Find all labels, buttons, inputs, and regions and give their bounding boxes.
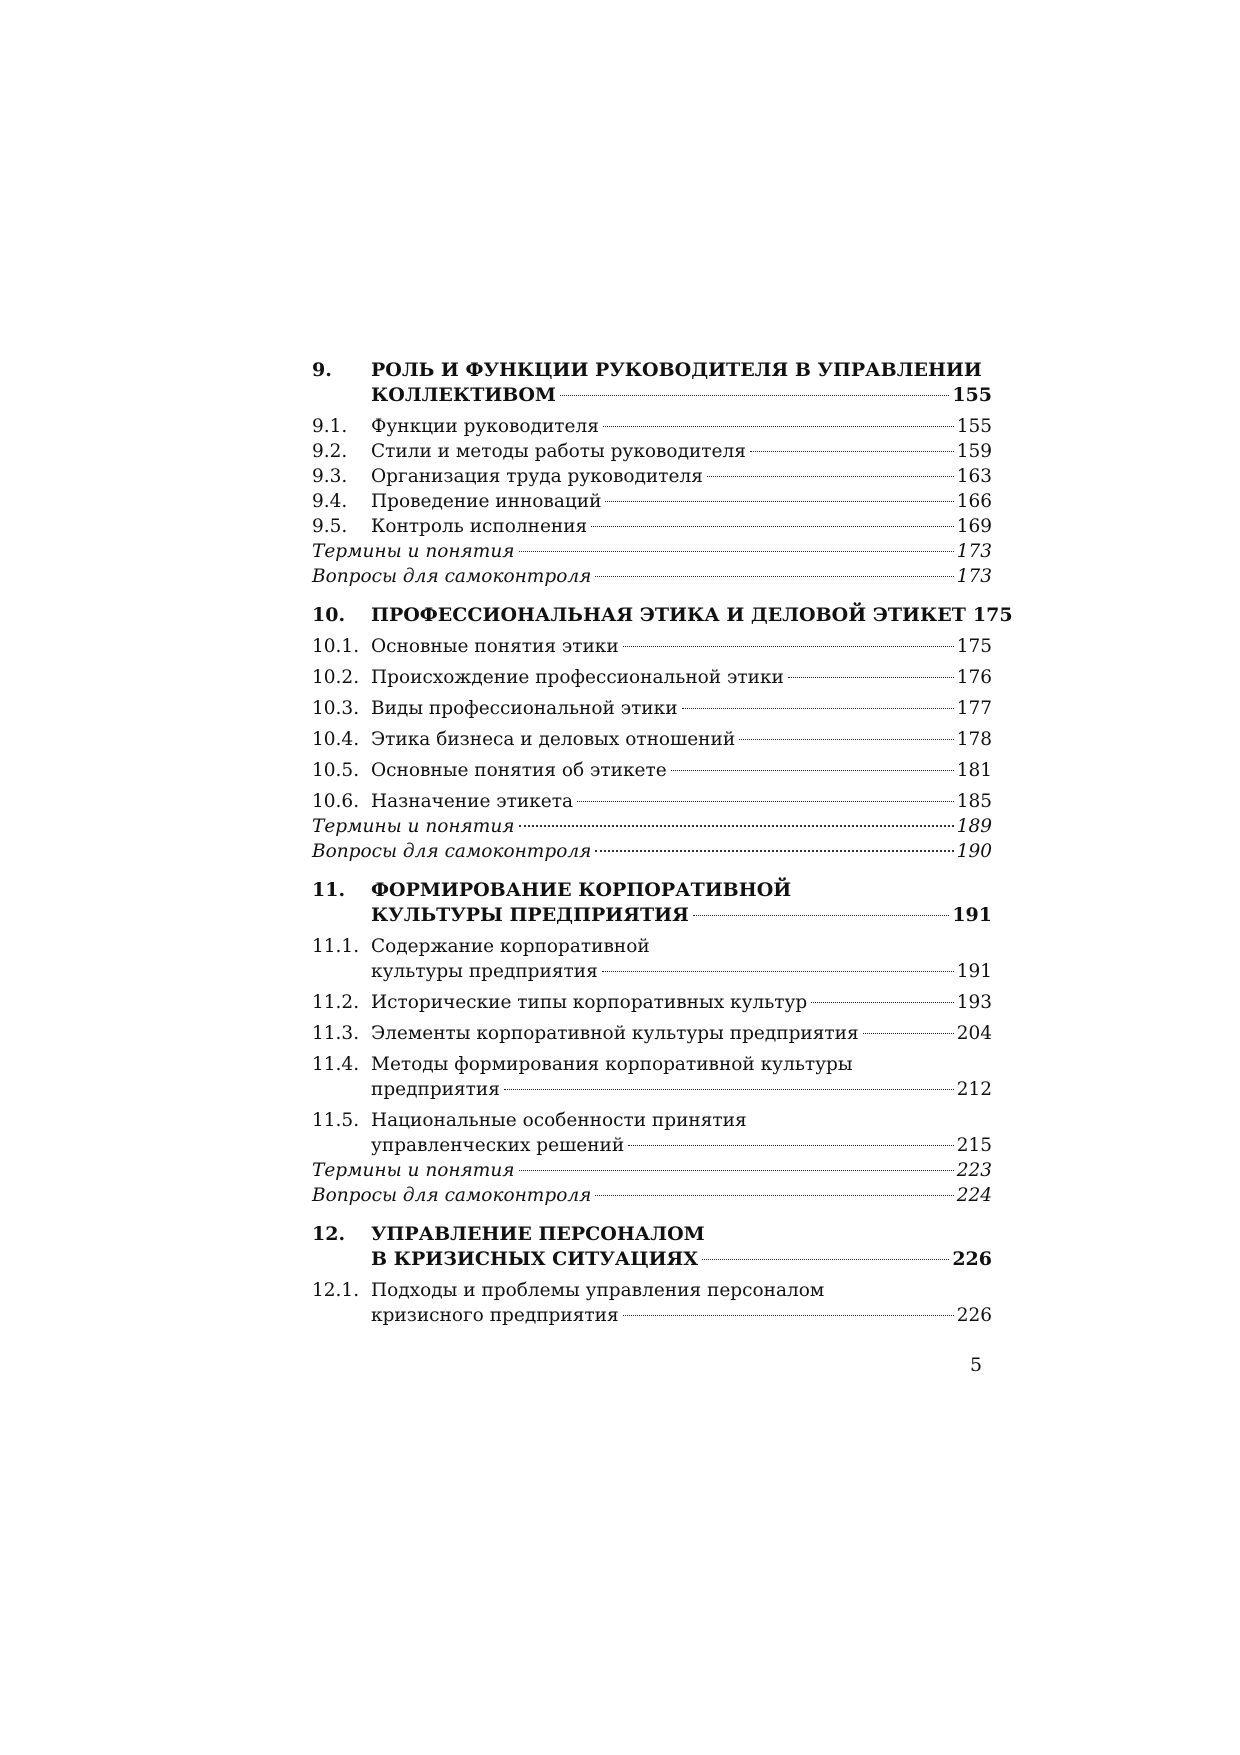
page-ref: 224	[956, 1185, 992, 1206]
dot-leader	[591, 526, 953, 527]
page-ref: 175	[956, 636, 992, 657]
section-title: Организация труда руководителя	[371, 466, 703, 487]
chapter-number: 10.	[312, 604, 346, 626]
dot-leader	[693, 915, 949, 916]
section-number: 10.1.	[312, 636, 360, 657]
terms-title: Термины и понятия	[312, 541, 515, 562]
section-number: 10.3.	[312, 698, 360, 719]
chapter-11-heading-line2	[312, 903, 992, 928]
chapter-12-heading-line2	[312, 1247, 992, 1272]
page-ref: 189	[956, 816, 992, 837]
toc-entry-continued	[312, 1133, 992, 1158]
chapter-title: ФОРМИРОВАНИЕ КОРПОРАТИВНОЙ	[371, 879, 792, 901]
page-ref: 191	[952, 904, 992, 926]
dot-leader	[682, 708, 954, 709]
dot-leader	[863, 1033, 954, 1034]
questions-title: Вопросы для самоконтроля	[312, 841, 592, 862]
section-title: Основные понятия об этикете	[371, 760, 667, 781]
page-ref: 191	[956, 961, 992, 982]
section-title: Назначение этикета	[371, 791, 573, 812]
toc-entry	[312, 758, 992, 783]
toc-entry-continued	[312, 1077, 992, 1102]
dot-leader	[519, 1170, 954, 1171]
toc-entry	[312, 414, 992, 439]
toc-entry	[312, 696, 992, 721]
terms-title: Термины и понятия	[312, 816, 515, 837]
questions-title: Вопросы для самоконтроля	[312, 1185, 592, 1206]
section-number: 11.1.	[312, 936, 360, 957]
dot-leader	[788, 677, 954, 678]
section-title: Стили и методы работы руководителя	[371, 441, 746, 462]
toc-entry	[312, 514, 992, 539]
page-ref: 181	[956, 760, 992, 781]
section-number: 11.5.	[312, 1110, 360, 1131]
section-title: Происхождение профессиональной этики	[371, 667, 784, 688]
table-of-contents	[312, 358, 1013, 1328]
toc-entry	[312, 789, 992, 814]
dot-leader	[605, 501, 953, 502]
section-title: кризисного предприятия	[371, 1305, 619, 1326]
dot-leader	[739, 739, 954, 740]
section-title: Виды профессиональной этики	[371, 698, 678, 719]
section-title: Подходы и проблемы управления персоналом	[371, 1280, 825, 1301]
page-ref: 169	[956, 516, 992, 537]
section-number: 10.2.	[312, 667, 360, 688]
page-ref: 176	[956, 667, 992, 688]
dot-leader	[519, 825, 954, 827]
chapter-title: РОЛЬ И ФУНКЦИИ РУКОВОДИТЕЛЯ В УПРАВЛЕНИИ	[371, 359, 982, 381]
toc-entry	[312, 1052, 992, 1077]
toc-entry	[312, 1021, 992, 1046]
section-number: 11.2.	[312, 992, 360, 1013]
section-title: Этика бизнеса и деловых отношений	[371, 729, 736, 750]
dot-leader	[628, 1145, 953, 1146]
page-ref: 173	[956, 566, 992, 587]
section-number: 9.3.	[312, 466, 348, 487]
section-title: Контроль исполнения	[371, 516, 588, 537]
section-title: предприятия	[371, 1079, 500, 1100]
chapter-12-heading-line1	[312, 1222, 992, 1247]
chapter-11-heading-line1	[312, 878, 992, 903]
dot-leader	[707, 476, 954, 477]
page-ref: 178	[956, 729, 992, 750]
page-ref: 166	[956, 491, 992, 512]
dot-leader	[595, 576, 953, 577]
chapter-title: В КРИЗИСНЫХ СИТУАЦИЯХ	[371, 1248, 699, 1270]
chapter-number: 11.	[312, 879, 346, 901]
chapter-9-heading-line1	[312, 358, 992, 383]
dot-leader	[560, 395, 949, 396]
toc-entry	[312, 1108, 992, 1133]
page-ref: 223	[956, 1160, 992, 1181]
toc-entry-questions	[312, 839, 992, 864]
section-number: 9.1.	[312, 416, 348, 437]
dot-leader	[519, 551, 954, 552]
dot-leader	[623, 646, 954, 647]
chapter-number: 9.	[312, 359, 332, 381]
page-ref: 185	[956, 791, 992, 812]
section-number: 11.3.	[312, 1023, 360, 1044]
chapter-title: КОЛЛЕКТИВОМ	[371, 384, 556, 406]
page-ref: 177	[956, 698, 992, 719]
toc-entry	[312, 634, 992, 659]
toc-entry-questions	[312, 1183, 992, 1208]
section-title: Методы формирования корпоративной культуры	[371, 1054, 853, 1075]
page-ref: 155	[956, 416, 992, 437]
page-ref: 159	[956, 441, 992, 462]
page-ref: 215	[956, 1135, 992, 1156]
toc-entry	[312, 665, 992, 690]
dot-leader	[811, 1002, 953, 1003]
toc-entry-terms	[312, 1158, 992, 1183]
dot-leader	[602, 971, 954, 972]
page-ref: 212	[956, 1079, 992, 1100]
section-title: управленческих решений	[371, 1135, 625, 1156]
section-number: 9.4.	[312, 491, 348, 512]
section-number: 10.6.	[312, 791, 360, 812]
page-ref: 193	[956, 992, 992, 1013]
chapter-title: ПРОФЕССИОНАЛЬНАЯ ЭТИКА И ДЕЛОВОЙ ЭТИКЕТ	[371, 604, 966, 626]
dot-leader	[577, 801, 954, 802]
toc-entry	[312, 439, 992, 464]
toc-entry-terms	[312, 539, 992, 564]
chapter-title: КУЛЬТУРЫ ПРЕДПРИЯТИЯ	[371, 904, 689, 926]
page-number: 5	[970, 1354, 983, 1376]
section-title: Основные понятия этики	[371, 636, 619, 657]
toc-entry-continued	[312, 1303, 992, 1328]
section-title: культуры предприятия	[371, 961, 598, 982]
toc-entry-terms	[312, 814, 992, 839]
section-number: 12.1.	[312, 1280, 360, 1301]
section-number: 10.4.	[312, 729, 360, 750]
questions-title: Вопросы для самоконтроля	[312, 566, 592, 587]
chapter-title: УПРАВЛЕНИЕ ПЕРСОНАЛОМ	[371, 1223, 705, 1245]
section-number: 10.5.	[312, 760, 360, 781]
toc-entry	[312, 1278, 992, 1303]
toc-entry-continued	[312, 959, 992, 984]
dot-leader	[504, 1089, 954, 1090]
dot-leader	[603, 426, 954, 427]
toc-entry-questions	[312, 564, 992, 589]
page-ref: 155	[952, 384, 992, 406]
section-number: 11.4.	[312, 1054, 360, 1075]
dot-leader	[595, 850, 953, 852]
terms-title: Термины и понятия	[312, 1160, 515, 1181]
page-ref: 226	[952, 1248, 992, 1270]
dot-leader	[671, 770, 954, 771]
section-title: Элементы корпоративной культуры предприятия	[371, 1023, 859, 1044]
section-number: 9.2.	[312, 441, 348, 462]
page-ref: 175	[972, 604, 1013, 626]
dot-leader	[702, 1259, 949, 1260]
toc-entry	[312, 727, 992, 752]
toc-entry	[312, 934, 992, 959]
dot-leader	[595, 1195, 953, 1196]
chapter-number: 12.	[312, 1223, 346, 1245]
toc-entry	[312, 489, 992, 514]
page-ref: 190	[956, 841, 992, 862]
page-ref: 173	[956, 541, 992, 562]
page-ref: 204	[956, 1023, 992, 1044]
chapter-10-heading	[312, 603, 1013, 628]
section-title: Исторические типы корпоративных культур	[371, 992, 808, 1013]
dot-leader	[623, 1315, 954, 1316]
section-number: 9.5.	[312, 516, 348, 537]
section-title: Функции руководителя	[371, 416, 599, 437]
dot-leader	[750, 451, 954, 452]
section-title: Содержание корпоративной	[371, 936, 650, 957]
section-title: Национальные особенности принятия	[371, 1110, 747, 1131]
section-title: Проведение инноваций	[371, 491, 602, 512]
toc-entry	[312, 464, 992, 489]
chapter-9-heading-line2	[312, 383, 992, 408]
page-ref: 163	[956, 466, 992, 487]
page-ref: 226	[956, 1305, 992, 1326]
toc-entry	[312, 990, 992, 1015]
